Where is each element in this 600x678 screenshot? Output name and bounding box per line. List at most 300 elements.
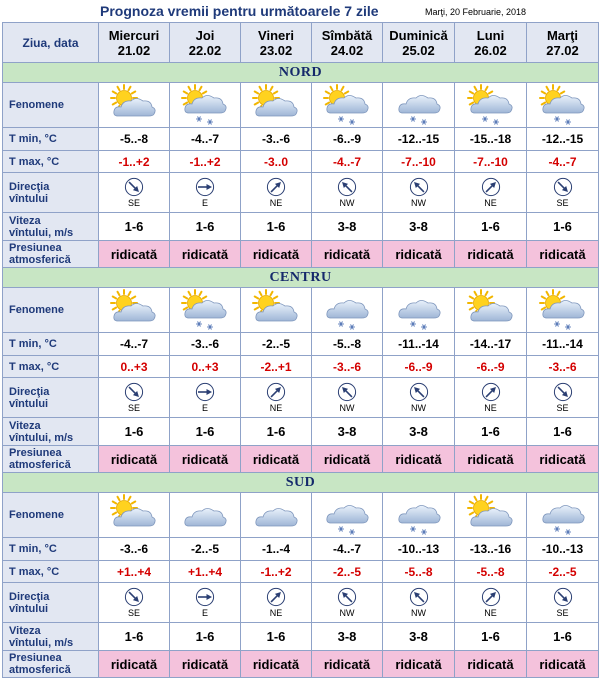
- tmin-value: -13..-16: [455, 538, 527, 561]
- wind-compass-icon: [266, 382, 286, 402]
- wind-direction-label-text-2: vîntului: [9, 602, 49, 615]
- tmax-label-text: T max, °C: [9, 565, 60, 578]
- weather-cell: [170, 493, 241, 538]
- tmin-value: -4..-7: [170, 128, 241, 151]
- tmin-value: -11..-14: [383, 333, 455, 356]
- tmax-value: 0..+3: [170, 356, 241, 378]
- day-header: [527, 23, 599, 63]
- tmin-value: -10..-13: [527, 538, 599, 561]
- pressure-label: [3, 651, 99, 678]
- wind-direction-wrap: [527, 587, 598, 618]
- wind-direction-cell: [312, 173, 383, 213]
- wind-direction-text: NW: [339, 403, 355, 413]
- wind-direction-wrap: [99, 587, 169, 618]
- tmax-value: -7..-10: [383, 151, 455, 173]
- weather-cell: [527, 288, 599, 333]
- wind-direction-text: SE: [556, 198, 569, 208]
- wind-speed-value: 3-8: [383, 418, 455, 446]
- sun-cloud-icon: [465, 290, 517, 330]
- wind-speed-value: 3-8: [312, 623, 383, 651]
- weather-cell: [241, 493, 312, 538]
- wind-speed-label-text: Viteza: [9, 419, 41, 432]
- sun-cloud-snow-icon: [465, 85, 517, 125]
- wind-speed-value: 3-8: [383, 623, 455, 651]
- tmin-label-text: T min, °C: [9, 133, 57, 145]
- wind-direction-label-text-2: vîntului: [9, 192, 49, 205]
- wind-speed-label: [3, 418, 99, 446]
- wind-direction-cell: [527, 583, 599, 623]
- weather-cell: [312, 83, 383, 128]
- wind-direction-wrap: [99, 382, 169, 413]
- tmin-label: [3, 128, 99, 151]
- region-title: NORD: [3, 63, 599, 83]
- tmax-value: -6..-9: [455, 356, 527, 378]
- tmax-value: 0..+3: [99, 356, 170, 378]
- day-name: Joi: [195, 27, 215, 43]
- sun-cloud-snow-icon: [179, 85, 231, 125]
- tmax-value: -5..-8: [383, 561, 455, 583]
- region-row: [3, 473, 599, 493]
- day-name: Sîmbătă: [321, 27, 373, 43]
- wind-direction-wrap: [312, 382, 382, 413]
- tmin-value: -12..-15: [383, 128, 455, 151]
- wind-direction-wrap: [455, 382, 526, 413]
- wind-direction-wrap: [170, 587, 240, 618]
- day-date: 22.02: [188, 42, 222, 58]
- pressure-value: ridicată: [383, 446, 455, 473]
- pressure-value: ridicată: [527, 241, 599, 268]
- wind-speed-label-text: Viteza: [9, 624, 41, 637]
- wind-compass-icon: [481, 177, 501, 197]
- tmin-label-text: T min, °C: [9, 543, 57, 555]
- pressure-label: [3, 241, 99, 268]
- pressure-value: ridicată: [241, 446, 312, 473]
- wind-speed-value: 1-6: [170, 418, 241, 446]
- wind-direction-wrap: [383, 587, 454, 618]
- weather-cell: [455, 288, 527, 333]
- wind-speed-label: [3, 623, 99, 651]
- sun-cloud-icon: [108, 290, 160, 330]
- weather-cell: [241, 288, 312, 333]
- pressure-value: ridicată: [170, 651, 241, 678]
- wind-direction-wrap: [383, 177, 454, 208]
- pressure-label-text-2: atmosferică: [9, 664, 71, 676]
- tmax-value: -4..-7: [312, 151, 383, 173]
- title-bar: [0, 0, 600, 22]
- forecast-table: [2, 22, 599, 678]
- wind-compass-icon: [553, 382, 573, 402]
- wind-compass-icon: [195, 382, 215, 402]
- wind-speed-value: 1-6: [527, 418, 599, 446]
- pressure-label: [3, 446, 99, 473]
- tmin-value: -1..-4: [241, 538, 312, 561]
- wind-direction-text: NW: [339, 198, 355, 208]
- region-title: CENTRU: [3, 268, 599, 288]
- day-date: 21.02: [117, 42, 151, 58]
- sun-cloud-icon: [108, 495, 160, 535]
- tmax-value: -3..-6: [312, 356, 383, 378]
- pressure-label-text: Presiunea: [9, 652, 62, 664]
- weather-cell: [99, 83, 170, 128]
- wind-speed-row: [3, 418, 599, 446]
- wind-direction-row: [3, 583, 599, 623]
- pressure-value: ridicată: [383, 241, 455, 268]
- tmax-label: [3, 151, 99, 173]
- tmax-value: -4..-7: [527, 151, 599, 173]
- wind-direction-cell: [312, 583, 383, 623]
- wind-direction-label-text-2: vîntului: [9, 397, 49, 410]
- wind-compass-icon: [124, 382, 144, 402]
- tmax-value: -1..+2: [99, 151, 170, 173]
- tmin-value: -4..-7: [99, 333, 170, 356]
- pressure-value: ridicată: [312, 651, 383, 678]
- pressure-value: ridicată: [527, 446, 599, 473]
- wind-speed-row: [3, 623, 599, 651]
- wind-direction-text: NW: [411, 403, 426, 413]
- tmin-value: -4..-7: [312, 538, 383, 561]
- weather-cell: [99, 288, 170, 333]
- tmin-row: [3, 333, 599, 356]
- wind-direction-wrap: [241, 177, 311, 208]
- page-title: Prognoza vremii pentru următoarele 7 zile: [100, 3, 379, 19]
- pressure-value: ridicată: [383, 651, 455, 678]
- tmax-row: [3, 356, 599, 378]
- wind-direction-wrap: [170, 382, 240, 413]
- day-date: 27.02: [546, 42, 579, 58]
- wind-speed-label-text-2: vîntului, m/s: [9, 226, 74, 239]
- sun-cloud-snow-icon: [537, 290, 589, 330]
- pressure-row: [3, 241, 599, 268]
- wind-speed-value: 1-6: [455, 623, 527, 651]
- wind-speed-value: 3-8: [383, 213, 455, 241]
- wind-direction-text: NW: [339, 608, 355, 618]
- wind-direction-text: SE: [127, 403, 140, 413]
- wind-direction-text: SE: [127, 198, 140, 208]
- header-row: [3, 23, 599, 63]
- cloud-snow-icon: [321, 495, 373, 535]
- tmax-label-text: T max, °C: [9, 360, 60, 373]
- weather-cell: [170, 83, 241, 128]
- wind-direction-cell: [170, 173, 241, 213]
- weather-cell: [312, 493, 383, 538]
- day-date: 23.02: [259, 42, 293, 58]
- pressure-label-text: Presiunea: [9, 447, 62, 459]
- day-name: Miercuri: [108, 27, 160, 43]
- wind-direction-wrap: [241, 382, 311, 413]
- wind-direction-label: [3, 378, 99, 418]
- wind-direction-cell: [99, 173, 170, 213]
- pressure-value: ridicată: [170, 241, 241, 268]
- wind-direction-text: NE: [269, 608, 283, 618]
- wind-direction-cell: [455, 583, 527, 623]
- tmin-value: -3..-6: [241, 128, 312, 151]
- wind-direction-cell: [383, 173, 455, 213]
- wind-direction-wrap: [170, 177, 240, 208]
- wind-speed-value: 1-6: [241, 213, 312, 241]
- wind-speed-label-text-2: vîntului, m/s: [9, 431, 74, 444]
- wind-direction-wrap: [527, 177, 598, 208]
- wind-compass-icon: [409, 177, 429, 197]
- wind-direction-wrap: [241, 587, 311, 618]
- tmin-row: [3, 538, 599, 561]
- tmin-label: [3, 333, 99, 356]
- region-title: SUD: [3, 473, 599, 493]
- wind-direction-cell: [170, 378, 241, 418]
- pressure-value: ridicată: [312, 241, 383, 268]
- wind-direction-text: NE: [484, 198, 497, 208]
- tmax-row: [3, 561, 599, 583]
- day-name: Marţi: [546, 27, 579, 43]
- wind-direction-text: E: [201, 198, 208, 208]
- wind-direction-wrap: [455, 177, 526, 208]
- wind-direction-cell: [241, 378, 312, 418]
- wind-direction-text: E: [201, 403, 208, 413]
- phenomena-label-text: Fenomene: [9, 304, 65, 316]
- wind-speed-value: 1-6: [455, 213, 527, 241]
- weather-cell: [383, 83, 455, 128]
- wind-speed-value: 1-6: [99, 213, 170, 241]
- wind-direction-text: NE: [269, 198, 283, 208]
- wind-speed-value: 1-6: [527, 623, 599, 651]
- wind-direction-wrap: [527, 382, 598, 413]
- wind-direction-cell: [383, 583, 455, 623]
- weather-cell: [527, 493, 599, 538]
- wind-direction-cell: [527, 173, 599, 213]
- day-date: 26.02: [474, 42, 507, 58]
- wind-speed-value: 1-6: [455, 418, 527, 446]
- weather-cell: [455, 83, 527, 128]
- phenomena-label-text: Fenomene: [9, 99, 65, 111]
- day-header: [312, 23, 383, 63]
- wind-speed-value: 1-6: [241, 623, 312, 651]
- wind-direction-wrap: [312, 587, 382, 618]
- weather-cell: [455, 493, 527, 538]
- wind-direction-cell: [170, 583, 241, 623]
- wind-compass-icon: [124, 177, 144, 197]
- wind-speed-label: [3, 213, 99, 241]
- pressure-value: ridicată: [455, 241, 527, 268]
- pressure-value: ridicată: [455, 651, 527, 678]
- pressure-value: ridicată: [312, 446, 383, 473]
- weather-cell: [383, 493, 455, 538]
- pressure-value: ridicată: [99, 651, 170, 678]
- day-header: [455, 23, 527, 63]
- wind-direction-text: NW: [411, 198, 426, 208]
- wind-direction-wrap: [99, 177, 169, 208]
- wind-direction-cell: [241, 583, 312, 623]
- weather-cell: [527, 83, 599, 128]
- tmax-label-text: T max, °C: [9, 155, 60, 168]
- wind-direction-label-text: Direcţia: [9, 180, 50, 193]
- wind-direction-cell: [99, 583, 170, 623]
- weather-cell: [241, 83, 312, 128]
- issue-date: Marţi, 20 Februarie, 2018: [425, 7, 527, 17]
- pressure-value: ridicată: [99, 241, 170, 268]
- tmax-value: +1..+4: [170, 561, 241, 583]
- pressure-value: ridicată: [99, 446, 170, 473]
- tmax-label: [3, 561, 99, 583]
- sun-cloud-icon: [465, 495, 517, 535]
- tmin-label-text: T min, °C: [9, 338, 57, 350]
- wind-speed-value: 3-8: [312, 213, 383, 241]
- wind-compass-icon: [553, 177, 573, 197]
- cloud-snow-icon: [321, 290, 373, 330]
- wind-direction-text: NE: [269, 403, 283, 413]
- wind-compass-icon: [337, 177, 357, 197]
- sun-cloud-icon: [250, 290, 302, 330]
- phenomena-label: [3, 493, 99, 538]
- wind-compass-icon: [195, 177, 215, 197]
- weather-cell: [99, 493, 170, 538]
- phenomena-label: [3, 83, 99, 128]
- tmax-value: -1..+2: [170, 151, 241, 173]
- wind-direction-wrap: [312, 177, 382, 208]
- wind-speed-row: [3, 213, 599, 241]
- cloud-snow-icon: [537, 495, 589, 535]
- day-name: Vineri: [258, 27, 294, 43]
- wind-compass-icon: [409, 587, 429, 607]
- wind-compass-icon: [553, 587, 573, 607]
- wind-direction-text: SE: [556, 403, 569, 413]
- wind-direction-text: NE: [484, 608, 497, 618]
- wind-direction-text: E: [201, 608, 208, 618]
- tmax-value: -2..+1: [241, 356, 312, 378]
- tmax-value: -3..0: [241, 151, 312, 173]
- pressure-value: ridicată: [241, 651, 312, 678]
- weather-cell: [383, 288, 455, 333]
- wind-direction-wrap: [455, 587, 526, 618]
- wind-direction-cell: [527, 378, 599, 418]
- tmax-value: -6..-9: [383, 356, 455, 378]
- wind-direction-label: [3, 173, 99, 213]
- day-header: [99, 23, 170, 63]
- pressure-label-text: Presiunea: [9, 242, 62, 254]
- phenomena-label-text: Fenomene: [9, 509, 65, 521]
- wind-direction-text: NE: [484, 403, 497, 413]
- wind-direction-label-text: Direcţia: [9, 385, 50, 398]
- day-header: [383, 23, 455, 63]
- wind-compass-icon: [481, 587, 501, 607]
- tmin-value: -5..-8: [312, 333, 383, 356]
- wind-speed-value: 1-6: [527, 213, 599, 241]
- day-name: Duminică: [389, 27, 448, 43]
- wind-speed-label-text-2: vîntului, m/s: [9, 636, 74, 649]
- tmax-value: -1..+2: [241, 561, 312, 583]
- sun-cloud-icon: [108, 85, 160, 125]
- wind-speed-value: 1-6: [99, 623, 170, 651]
- wind-speed-label-text: Viteza: [9, 214, 41, 227]
- tmin-label: [3, 538, 99, 561]
- weather-cell: [170, 288, 241, 333]
- pressure-label-text-2: atmosferică: [9, 459, 71, 471]
- wind-compass-icon: [481, 382, 501, 402]
- sun-cloud-icon: [250, 85, 302, 125]
- day-date: 24.02: [330, 42, 364, 58]
- wind-direction-text: SE: [127, 608, 140, 618]
- wind-compass-icon: [337, 382, 357, 402]
- region-row: [3, 268, 599, 288]
- wind-direction-text: SE: [556, 608, 569, 618]
- sun-cloud-snow-icon: [537, 85, 589, 125]
- wind-speed-value: 1-6: [170, 623, 241, 651]
- wind-compass-icon: [124, 587, 144, 607]
- pressure-value: ridicată: [170, 446, 241, 473]
- wind-direction-label-text: Direcţia: [9, 590, 50, 603]
- tmax-value: -2..-5: [312, 561, 383, 583]
- pressure-label-text-2: atmosferică: [9, 254, 71, 266]
- weather-cell: [312, 288, 383, 333]
- pressure-value: ridicată: [527, 651, 599, 678]
- tmax-value: +1..+4: [99, 561, 170, 583]
- cloud-icon: [179, 495, 231, 535]
- wind-direction-cell: [455, 378, 527, 418]
- row-label-day-date: Ziua, data: [3, 23, 99, 63]
- cloud-snow-icon: [393, 85, 445, 125]
- wind-direction-row: [3, 378, 599, 418]
- tmax-label: [3, 356, 99, 378]
- wind-compass-icon: [266, 177, 286, 197]
- phenomena-row: [3, 493, 599, 538]
- wind-compass-icon: [195, 587, 215, 607]
- day-header: [241, 23, 312, 63]
- wind-direction-cell: [99, 378, 170, 418]
- tmin-value: -3..-6: [99, 538, 170, 561]
- day-name: Luni: [476, 27, 505, 43]
- day-header: [170, 23, 241, 63]
- wind-direction-label: [3, 583, 99, 623]
- cloud-icon: [250, 495, 302, 535]
- tmin-value: -15..-18: [455, 128, 527, 151]
- pressure-value: ridicată: [455, 446, 527, 473]
- tmin-value: -10..-13: [383, 538, 455, 561]
- tmax-value: -7..-10: [455, 151, 527, 173]
- tmin-value: -12..-15: [527, 128, 599, 151]
- tmin-value: -3..-6: [170, 333, 241, 356]
- day-date: 25.02: [402, 42, 435, 58]
- tmax-value: -3..-6: [527, 356, 599, 378]
- phenomena-label: [3, 288, 99, 333]
- tmin-value: -2..-5: [170, 538, 241, 561]
- phenomena-row: [3, 288, 599, 333]
- wind-compass-icon: [266, 587, 286, 607]
- cloud-snow-icon: [393, 495, 445, 535]
- sun-cloud-snow-icon: [179, 290, 231, 330]
- tmin-row: [3, 128, 599, 151]
- tmax-row: [3, 151, 599, 173]
- wind-direction-wrap: [383, 382, 454, 413]
- pressure-row: [3, 446, 599, 473]
- wind-compass-icon: [337, 587, 357, 607]
- wind-speed-value: 3-8: [312, 418, 383, 446]
- pressure-row: [3, 651, 599, 678]
- wind-speed-value: 1-6: [170, 213, 241, 241]
- wind-direction-cell: [455, 173, 527, 213]
- region-row: [3, 63, 599, 83]
- tmin-value: -11..-14: [527, 333, 599, 356]
- sun-cloud-snow-icon: [321, 85, 373, 125]
- wind-compass-icon: [409, 382, 429, 402]
- tmax-value: -5..-8: [455, 561, 527, 583]
- wind-speed-value: 1-6: [241, 418, 312, 446]
- tmin-value: -2..-5: [241, 333, 312, 356]
- wind-direction-cell: [383, 378, 455, 418]
- cloud-snow-icon: [393, 290, 445, 330]
- pressure-value: ridicată: [241, 241, 312, 268]
- wind-direction-row: [3, 173, 599, 213]
- wind-direction-cell: [241, 173, 312, 213]
- wind-direction-text: NW: [411, 608, 426, 618]
- wind-direction-cell: [312, 378, 383, 418]
